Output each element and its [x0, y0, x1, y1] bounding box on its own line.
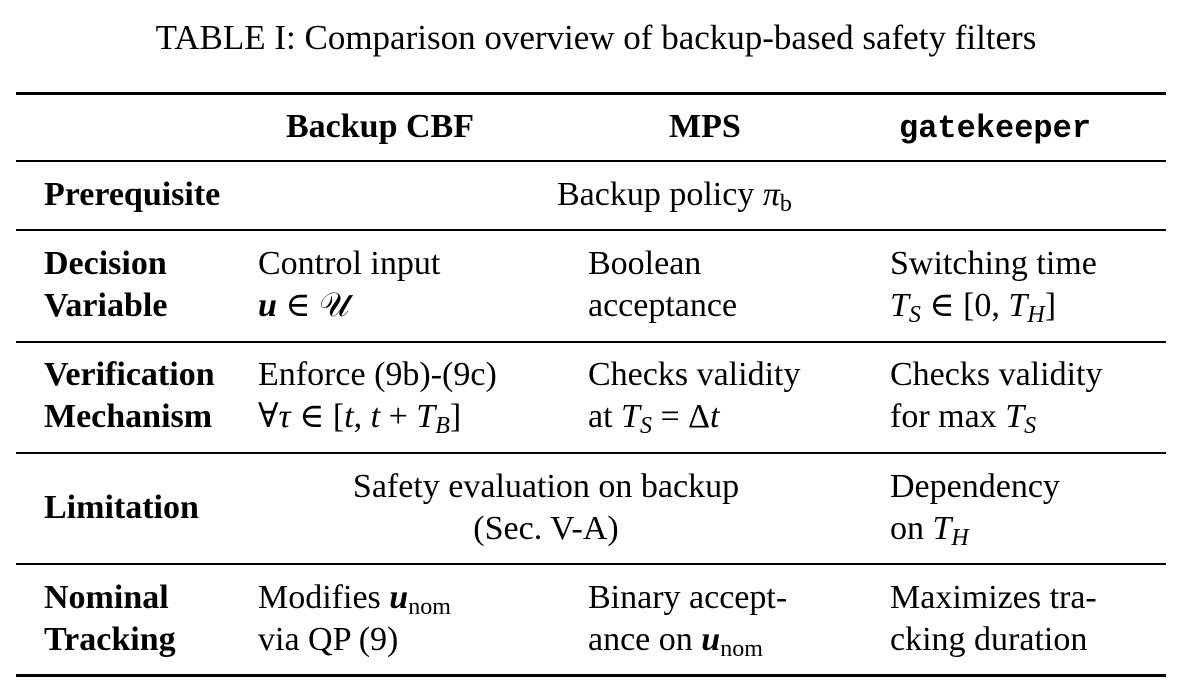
- decision-backup-cbf: Control input u ∈ 𝒰: [258, 245, 441, 324]
- header-gatekeeper: gatekeeper: [899, 110, 1092, 147]
- limitation-gatekeeper: Dependency on $T_H$: [890, 468, 1060, 551]
- decision-gatekeeper: Switching time $T_S$ ∈ [0, $T_H$]: [890, 245, 1097, 328]
- top-rule: [16, 92, 1166, 95]
- tracking-mps: Binary accept- ance on $u_{nom}$: [588, 579, 788, 662]
- bottom-rule: [16, 674, 1166, 677]
- row-label-prerequisite: Prerequisite: [44, 176, 221, 213]
- header-backup-cbf: Backup CBF: [286, 108, 474, 145]
- row-rule: [16, 563, 1166, 565]
- header-mps: MPS: [669, 108, 741, 145]
- verification-mps: Checks validity at $T_S = \Delta t$: [588, 356, 801, 439]
- row-label-limitation: Limitation: [44, 489, 199, 526]
- prerequisite-value: Backup policy $\pi_b$: [557, 176, 792, 217]
- row-rule: [16, 341, 1166, 343]
- decision-mps: Boolean acceptance: [588, 245, 738, 324]
- row-label-nominal-tracking: Nominal Tracking: [44, 579, 176, 658]
- row-label-verification-mechanism: Verification Mechanism: [44, 356, 215, 435]
- row-label-decision-variable: Decision Variable: [44, 245, 168, 324]
- limitation-shared: Safety evaluation on backup (Sec. V-A): [352, 468, 740, 547]
- row-rule: [16, 452, 1166, 454]
- tracking-gatekeeper: Maximizes tra- cking duration: [890, 579, 1097, 658]
- header-rule: [16, 160, 1166, 162]
- tracking-backup-cbf: Modifies $u_{nom}$ via QP (9): [258, 579, 451, 658]
- verification-gatekeeper: Checks validity for $\max T_S$: [890, 356, 1103, 439]
- row-rule: [16, 229, 1166, 231]
- table-caption: TABLE I: Comparison overview of backup-based safety filters: [155, 18, 1037, 57]
- verification-backup-cbf: Enforce (9b)-(9c) ∀τ ∈ [t, $t + T_B$]: [258, 356, 497, 439]
